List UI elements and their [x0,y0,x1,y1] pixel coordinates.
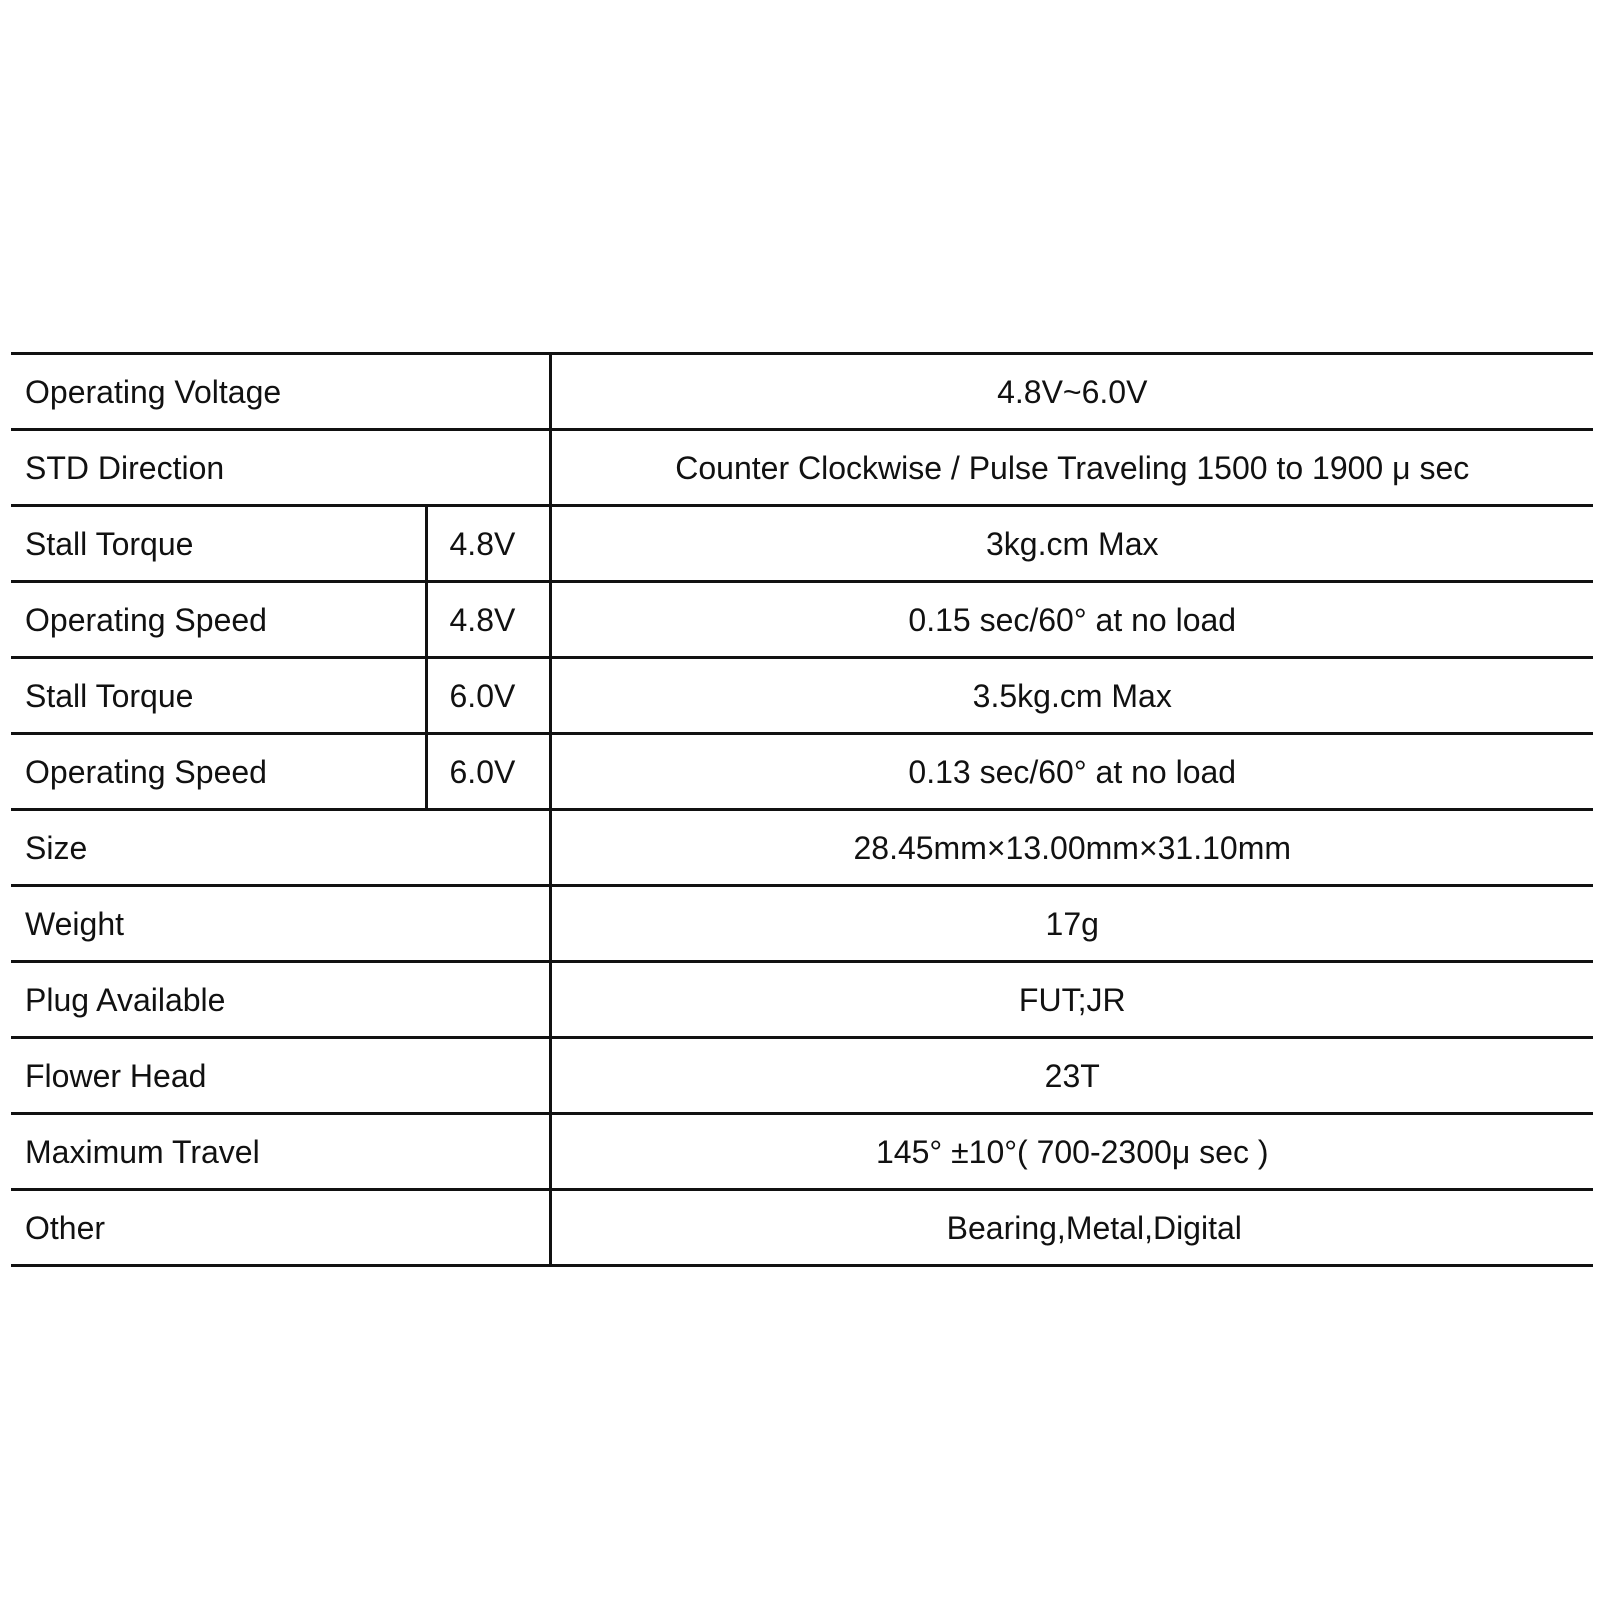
spec-row-operating-voltage [11,354,1593,430]
spec-label: Other [11,1190,550,1266]
spec-row-size [11,810,1593,886]
spec-value: 4.8V~6.0V [550,354,1593,430]
spec-row-flower-head [11,1038,1593,1114]
spec-voltage: 6.0V [426,658,550,734]
spec-row-plug-available [11,962,1593,1038]
spec-label: Operating Voltage [11,354,550,430]
spec-value: 145° ±10°( 700-2300μ sec ) [550,1114,1593,1190]
spec-value: 3.5kg.cm Max [550,658,1593,734]
spec-label: Operating Speed [11,734,426,810]
spec-value: 0.13 sec/60° at no load [550,734,1593,810]
spec-row-operating-speed-6-0v [11,734,1593,810]
spec-row-maximum-travel [11,1114,1593,1190]
spec-value: 3kg.cm Max [550,506,1593,582]
spec-voltage: 4.8V [426,506,550,582]
spec-value: FUT;JR [550,962,1593,1038]
spec-table [11,352,1593,1267]
spec-label: Flower Head [11,1038,550,1114]
spec-row-weight [11,886,1593,962]
spec-voltage: 6.0V [426,734,550,810]
spec-label: Plug Available [11,962,550,1038]
spec-row-other [11,1190,1593,1266]
spec-label: Operating Speed [11,582,426,658]
spec-value: 17g [550,886,1593,962]
spec-voltage: 4.8V [426,582,550,658]
spec-value: Counter Clockwise / Pulse Traveling 1500 to 1900 μ sec [550,430,1593,506]
spec-label: Maximum Travel [11,1114,550,1190]
spec-value: 28.45mm×13.00mm×31.10mm [550,810,1593,886]
spec-label: STD Direction [11,430,550,506]
spec-row-stall-torque-6-0v [11,658,1593,734]
spec-label: Stall Torque [11,506,426,582]
spec-value: 23T [550,1038,1593,1114]
spec-label: Weight [11,886,550,962]
spec-label: Stall Torque [11,658,426,734]
spec-value: 0.15 sec/60° at no load [550,582,1593,658]
spec-row-operating-speed-4-8v [11,582,1593,658]
spec-label: Size [11,810,550,886]
spec-value-cell [550,1190,1593,1266]
spec-row-stall-torque-4-8v [11,506,1593,582]
spec-value: Bearing,Metal,Digital [946,1209,1242,1246]
spec-row-std-direction [11,430,1593,506]
